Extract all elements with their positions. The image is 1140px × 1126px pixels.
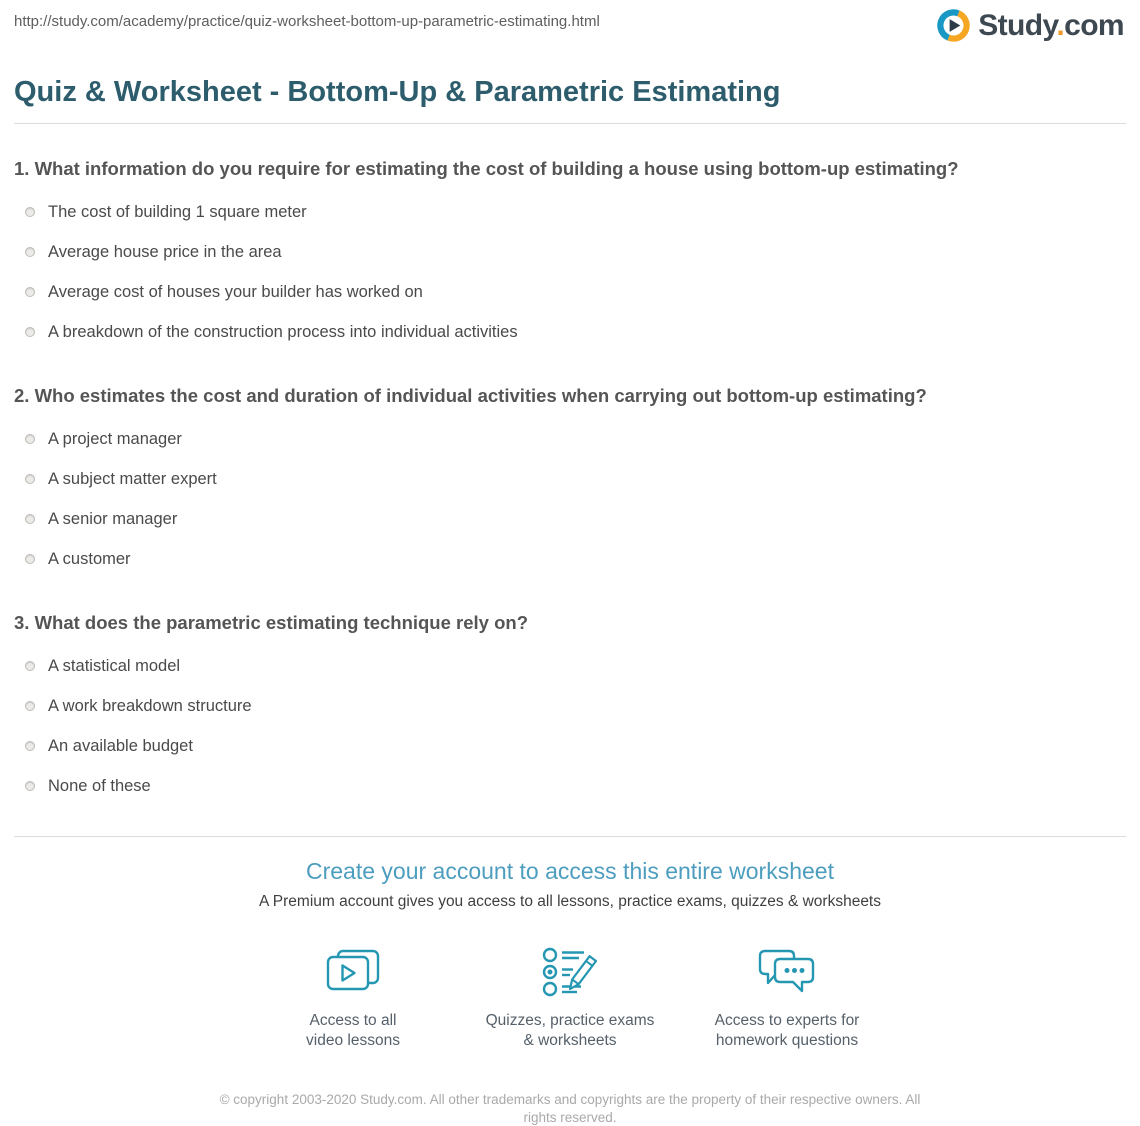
question-2	[14, 384, 1126, 579]
feature-expert-help	[679, 944, 896, 1051]
option-label: A work breakdown structure	[48, 696, 252, 715]
quiz-questions	[0, 157, 1140, 806]
question-option[interactable]	[14, 766, 1126, 806]
radio-button[interactable]	[25, 741, 35, 751]
radio-button[interactable]	[25, 554, 35, 564]
question-option[interactable]	[14, 499, 1126, 539]
option-label: A senior manager	[48, 509, 178, 528]
radio-button[interactable]	[25, 247, 35, 257]
question-option[interactable]	[14, 312, 1126, 352]
question-2-heading: 2. Who estimates the cost and duration of individual activities when carrying out bottom-up estimating?	[14, 385, 927, 406]
question-option[interactable]	[14, 539, 1126, 579]
question-1	[14, 157, 1126, 352]
option-label: A subject matter expert	[48, 469, 217, 488]
feature-caption: Access to all video lessons	[306, 1012, 400, 1049]
feature-quizzes-worksheets	[462, 944, 679, 1051]
radio-button[interactable]	[25, 474, 35, 484]
page-header	[0, 0, 1140, 54]
radio-button[interactable]	[25, 514, 35, 524]
logo-text: Study.com	[978, 8, 1124, 42]
question-option[interactable]	[14, 232, 1126, 272]
radio-button[interactable]	[25, 207, 35, 217]
page-url: http://study.com/academy/practice/quiz-worksheet-bottom-up-parametric-estimating.html	[14, 13, 600, 30]
feature-caption: Quizzes, practice exams & worksheets	[485, 1012, 655, 1049]
option-label: A breakdown of the construction process into individual activities	[48, 322, 518, 341]
copyright-text: © copyright 2003-2020 Study.com. All other trademarks and copyrights are the property of their respective owners. All rights reserved.	[219, 1092, 921, 1125]
question-option[interactable]	[14, 686, 1126, 726]
feature-video-lessons	[245, 944, 462, 1051]
section-divider	[14, 836, 1126, 837]
feature-list	[0, 944, 1140, 1051]
cta-heading: Create your account to access this entire worksheet	[306, 858, 834, 884]
option-label: A statistical model	[48, 656, 181, 675]
question-option[interactable]	[14, 192, 1126, 232]
page-title: Quiz & Worksheet - Bottom-Up & Parametric Estimating	[14, 76, 781, 108]
question-option[interactable]	[14, 272, 1126, 312]
option-label: A customer	[48, 549, 131, 568]
option-label: None of these	[48, 776, 151, 795]
radio-button[interactable]	[25, 327, 35, 337]
option-label: Average cost of houses your builder has worked on	[48, 282, 423, 301]
chat-experts-icon	[756, 948, 818, 998]
studycom-logo-icon	[936, 8, 971, 43]
option-label: A project manager	[48, 429, 182, 448]
radio-button[interactable]	[25, 287, 35, 297]
option-label: Average house price in the area	[48, 242, 282, 261]
quizzes-worksheets-icon	[541, 946, 599, 998]
option-label: An available budget	[48, 736, 193, 755]
radio-button[interactable]	[25, 781, 35, 791]
question-3-heading: 3. What does the parametric estimating technique rely on?	[14, 612, 528, 633]
question-3	[14, 611, 1126, 806]
feature-caption: Access to experts for homework questions	[714, 1012, 860, 1049]
question-option[interactable]	[14, 726, 1126, 766]
radio-button[interactable]	[25, 701, 35, 711]
option-label: The cost of building 1 square meter	[48, 202, 307, 221]
video-lessons-icon	[324, 948, 382, 998]
question-1-heading: 1. What information do you require for estimating the cost of building a house using bottom-up estimating?	[14, 158, 959, 179]
question-option[interactable]	[14, 459, 1126, 499]
radio-button[interactable]	[25, 661, 35, 671]
cta-section	[0, 857, 1140, 1051]
studycom-logo[interactable]	[936, 8, 1124, 43]
cta-subheading: A Premium account gives you access to all lessons, practice exams, quizzes & worksheets	[259, 893, 881, 910]
title-divider	[14, 123, 1126, 124]
radio-button[interactable]	[25, 434, 35, 444]
question-option[interactable]	[14, 419, 1126, 459]
question-option[interactable]	[14, 646, 1126, 686]
